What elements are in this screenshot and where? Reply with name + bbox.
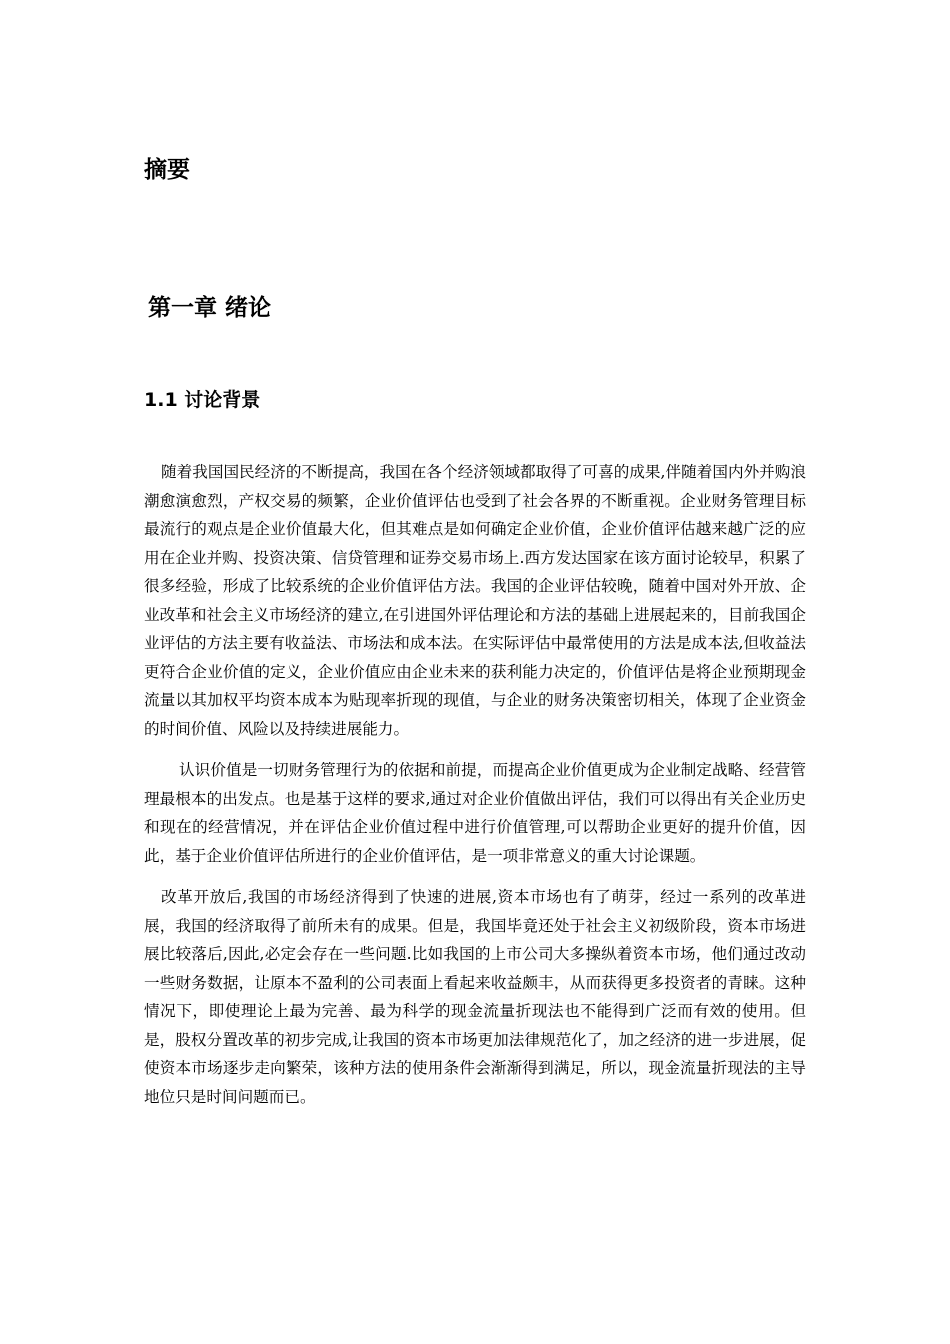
body-text [144, 458, 806, 1124]
paragraph-background: 随着我国国民经济的不断提高，我国在各个经济领域都取得了可喜的成果,伴随着国内外并购浪潮愈演愈烈，产权交易的频繁，企业价值评估也受到了社会各界的不断重视。企业财务管理目标最流行的观点是企业价值最大化，但其难点是如何确定企业价值，企业价值评估越来越广泛的应用在企业并购、投资决策、信贷管理和证券交易市场上.西方发达国家在该方面讨论较早，积累了很多经验，形成了比较系统的企业价值评估方法。我国的企业评估较晚，随着中国对外开放、企业改革和社会主义市场经济的建立,在引进国外评估理论和方法的基础上进展起来的，目前我国企业评估的方法主要有收益法、市场法和成本法。在实际评估中最常使用的方法是成本法,但收益法更符合企业价值的定义，企业价值应由企业未来的获利能力决定的，价值评估是将企业预期现金流量以其加权平均资本成本为贴现率折现的现值，与企业的财务决策密切相关，体现了企业资金的时间价值、风险以及持续进展能力。 [144, 463, 806, 738]
section-heading: 1.1 讨论背景 [144, 389, 261, 411]
paragraph-reform: 改革开放后,我国的市场经济得到了快速的进展,资本市场也有了萌芽，经过一系列的改革进展，我国的经济取得了前所未有的成果。但是，我国毕竟还处于社会主义初级阶段，资本市场进展比较落后,因此,必定会存在一些问题.比如我国的上市公司大多操纵着资本市场，他们通过改动一些财务数据，让原本不盈利的公司表面上看起来收益颇丰，从而获得更多投资者的青睐。这种情况下，即使理论上最为完善、最为科学的现金流量折现法也不能得到广泛而有效的使用。但是，股权分置改革的初步完成,让我国的资本市场更加法律规范化了，加之经济的进一步进展，促使资本市场逐步走向繁荣，该种方法的使用条件会渐渐得到满足，所以，现金流量折现法的主导地位只是时间问题而已。 [144, 888, 806, 1106]
chapter-heading: 第一章 绪论 [148, 295, 272, 321]
abstract-heading: 摘要 [144, 157, 190, 183]
paragraph-value-recognition: 认识价值是一切财务管理行为的依据和前提，而提高企业价值更成为企业制定战略、经营管理最根本的出发点。也是基于这样的要求,通过对企业价值做出评估，我们可以得出有关企业历史和现在的经营情况，并在评估企业价值过程中进行价值管理,可以帮助企业更好的提升价值，因此，基于企业价值评估所进行的企业价值评估，是一项非常意义的重大讨论课题。 [144, 761, 806, 865]
